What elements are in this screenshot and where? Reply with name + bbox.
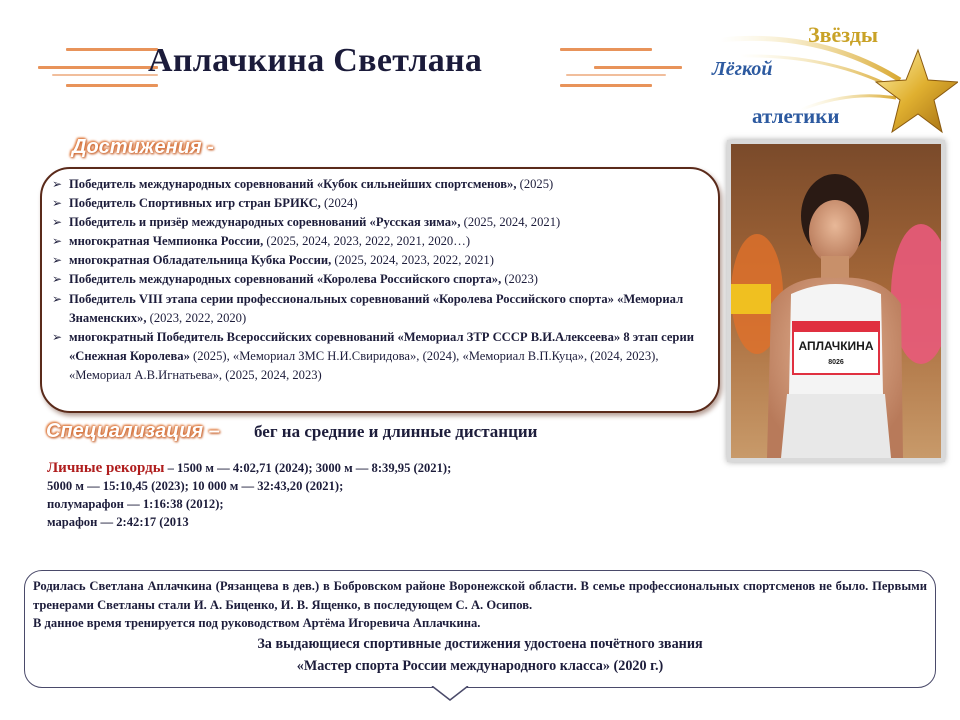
- athlete-photo: [731, 144, 941, 458]
- achievement-item: ➢ многократная Обладательница Кубка России, (2025, 2024, 2023, 2022, 2021): [52, 251, 704, 270]
- achievements-list: [52, 175, 704, 385]
- title-stripe-left-3: [66, 84, 158, 87]
- bio-paragraph-2: В данное время тренируется под руководством Артёма Игоревича Аплачкина.: [33, 616, 481, 630]
- specialization-heading: Специализация –: [46, 420, 220, 442]
- title-stripe-left-4: [52, 74, 158, 76]
- arrow-bullet-icon: ➢: [52, 253, 63, 268]
- bio-honor-line-2: «Мастер спорта России международного класса» (2020 г.): [296, 657, 664, 674]
- title-stripe-right-3: [560, 84, 652, 87]
- callout-tail: [430, 686, 470, 702]
- records-line: полумарафон — 1:16:38 (2012);: [47, 497, 224, 511]
- achievement-item: ➢ Победитель международных соревнований «Кубок сильнейших спортсменов», (2025): [52, 175, 704, 194]
- arrow-bullet-icon: ➢: [52, 177, 63, 191]
- achievement-item: ➢ Победитель международных соревнований «Королева Российского спорта», (2023): [52, 270, 704, 289]
- achievement-item: ➢ Победитель и призёр международных соревнований «Русская зима», (2025, 2024, 2021): [52, 213, 704, 232]
- achievement-item: ➢ многократный Победитель Всероссийских соревнований «Мемориал ЗТР СССР В.И.Алексеева» 8 этап серии «Снежная Королева» (2025), «Мемориал ЗМС Н.И.Свиридова», (2024), «Мемориал В.П.Куца», (2024, 2023), «Мемориал А.В.Игнатьева», (2025, 2024, 2023): [52, 329, 694, 382]
- achievement-item: ➢ Победитель VIII этапа серии профессиональных соревнований «Королева Российского спорта» «Мемориал Знаменских», (2023, 2022, 2020): [52, 291, 684, 325]
- logo-word-stars: Звёзды: [808, 22, 879, 47]
- title-stripe-right-2: [594, 66, 682, 69]
- achievements-heading: Достижения -: [72, 136, 214, 158]
- bio-honor-line-1: За выдающиеся спортивные достижения удостоена почётного звания: [257, 635, 703, 652]
- bib-name: АПЛАЧКИНА: [798, 339, 874, 353]
- page-title: Аплачкина Светлана: [148, 42, 483, 79]
- achievement-item: ➢ многократная Чемпионка России, (2025, 2024, 2023, 2022, 2021, 2020…): [52, 232, 704, 251]
- achievement-item: ➢ Победитель Спортивных игр стран БРИКС, (2024): [52, 194, 704, 213]
- bib-number: 8026: [828, 359, 844, 366]
- logo-word-light: Лёгкой: [712, 58, 773, 80]
- title-stripe-left-1: [66, 48, 158, 51]
- records-line: марафон — 2:42:17 (2013: [47, 515, 189, 529]
- arrow-bullet-icon: ➢: [52, 234, 63, 249]
- title-stripe-right-4: [566, 74, 666, 76]
- arrow-bullet-icon: ➢: [52, 215, 63, 230]
- records-label: Личные рекорды: [47, 460, 165, 476]
- specialization-text: бег на средние и длинные дистанции: [254, 422, 538, 441]
- title-stripe-left-2: [38, 66, 158, 69]
- title-stripe-right-1: [560, 48, 652, 51]
- arrow-bullet-icon: ➢: [52, 291, 63, 306]
- achievements-box: [40, 167, 720, 413]
- athlete-photo-frame: [727, 140, 945, 462]
- arrow-bullet-icon: ➢: [52, 272, 63, 287]
- arrow-bullet-icon: ➢: [52, 329, 63, 344]
- arrow-bullet-icon: ➢: [52, 196, 63, 211]
- records-line: 5000 м — 15:10,45 (2023); 10 000 м — 32:43,20 (2021);: [47, 479, 344, 493]
- logo-word-athletics: атлетики: [752, 104, 840, 128]
- bio-paragraph-1: Родилась Светлана Аплачкина (Рязанцева в дев.) в Бобровском районе Воронежской области. В семье профессиональных спортсменов не было. Первыми тренерами Светланы стали И. А. Биценко, И. В. Ященко, в последующем С. А. Осипов.: [33, 579, 927, 612]
- personal-records: [47, 459, 687, 531]
- records-line: Личные рекорды – 1500 м — 4:02,71 (2024); 3000 м — 8:39,95 (2021);: [47, 460, 452, 476]
- stars-of-athletics-logo: [700, 10, 958, 140]
- biography-box: [24, 570, 936, 688]
